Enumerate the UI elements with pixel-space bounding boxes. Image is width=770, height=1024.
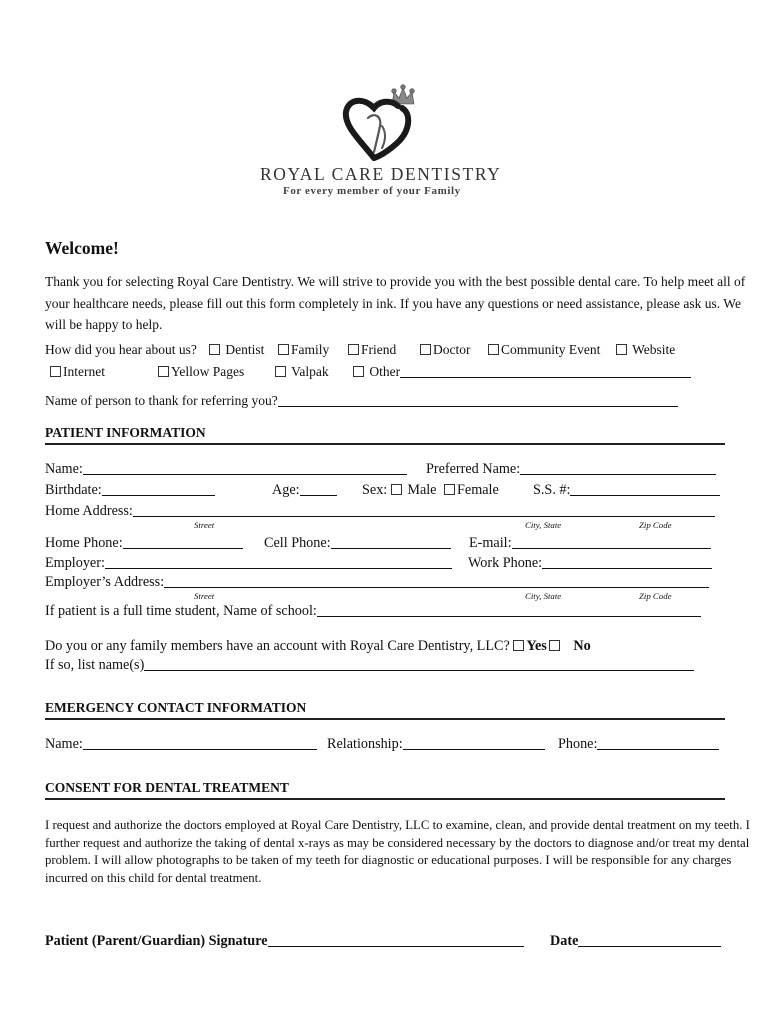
referral-question: How did you hear about us? <box>45 342 197 357</box>
employer-address-row: Employer’s Address: <box>45 574 709 591</box>
cell-phone-field[interactable] <box>331 535 451 549</box>
checkbox[interactable] <box>50 366 61 377</box>
referrer-label: Name of person to thank for referring you? <box>45 393 278 408</box>
option-valpak[interactable]: Valpak <box>275 364 329 380</box>
date-field[interactable] <box>578 933 721 947</box>
option-yellow-pages[interactable]: Yellow Pages <box>158 364 244 380</box>
emergency-phone-row: Phone: <box>558 736 719 753</box>
patient-name-row: Name: <box>45 461 407 478</box>
option-internet[interactable]: Internet <box>50 364 105 380</box>
ss-field[interactable] <box>570 482 720 496</box>
list-names-field[interactable] <box>144 657 694 671</box>
home-zip-caption: Zip Code <box>639 520 672 530</box>
home-phone-field[interactable] <box>123 535 243 549</box>
checkbox[interactable] <box>278 344 289 355</box>
employer-address-field[interactable] <box>164 574 709 588</box>
referral-row-1 <box>45 342 197 358</box>
checkbox[interactable] <box>348 344 359 355</box>
consent-heading: CONSENT FOR DENTAL TREATMENT <box>45 780 289 795</box>
brand-name: ROYAL CARE DENTISTRY <box>260 164 502 184</box>
account-row: Do you or any family members have an account with Royal Care Dentistry, LLC? Yes No <box>45 638 591 654</box>
school-row: If patient is a full time student, Name of school: <box>45 603 701 620</box>
employer-field[interactable] <box>105 555 452 569</box>
date-row: Date <box>550 933 721 950</box>
home-phone-row: Home Phone: <box>45 535 243 552</box>
checkbox[interactable] <box>275 366 286 377</box>
emergency-heading: EMERGENCY CONTACT INFORMATION <box>45 700 307 715</box>
divider <box>45 443 725 445</box>
relationship-row: Relationship: <box>327 736 545 753</box>
work-phone-row: Work Phone: <box>468 555 712 572</box>
home-address-field[interactable] <box>133 503 715 517</box>
checkbox[interactable] <box>353 366 364 377</box>
school-field[interactable] <box>317 603 701 617</box>
emergency-phone-field[interactable] <box>597 736 719 750</box>
home-street-caption: Street <box>194 520 215 530</box>
patient-heading: PATIENT INFORMATION <box>45 425 206 440</box>
employer-street-caption: Street <box>194 591 215 601</box>
option-other[interactable]: Other <box>353 364 691 380</box>
divider <box>45 718 725 720</box>
divider <box>45 798 725 800</box>
list-names-row: If so, list name(s) <box>45 657 694 674</box>
home-city-caption: City, State <box>525 520 562 530</box>
welcome-intro: Thank you for selecting Royal Care Dentistry. We will strive to provide you with the best possible dental care. To help meet all of your healthcare needs, please fill out this form completely in ink. If you have any questions or need assistance, please ask us. We will be happy to help. <box>45 274 746 332</box>
female-checkbox[interactable] <box>444 484 455 495</box>
relationship-field[interactable] <box>403 736 545 750</box>
birthdate-row: Birthdate: <box>45 482 215 499</box>
emergency-name-field[interactable] <box>83 736 317 750</box>
checkbox[interactable] <box>209 344 220 355</box>
signature-field[interactable] <box>268 933 524 947</box>
email-field[interactable] <box>512 535 711 549</box>
brand-tagline: For every member of your Family <box>283 185 461 197</box>
employer-row: Employer: <box>45 555 452 572</box>
option-website[interactable]: Website <box>616 342 675 358</box>
preferred-name-row: Preferred Name: <box>426 461 716 478</box>
checkbox[interactable] <box>420 344 431 355</box>
emergency-name-row: Name: <box>45 736 317 753</box>
male-checkbox[interactable] <box>391 484 402 495</box>
name-field[interactable] <box>83 461 407 475</box>
signature-row: Patient (Parent/Guardian) Signature <box>45 933 524 950</box>
email-row: E-mail: <box>469 535 711 552</box>
tooth-crown-icon <box>330 82 440 164</box>
cell-phone-row: Cell Phone: <box>264 535 451 552</box>
welcome-title: Welcome! <box>45 238 119 258</box>
option-dentist[interactable]: Dentist <box>209 342 264 358</box>
option-doctor[interactable]: Doctor <box>420 342 471 358</box>
option-community-event[interactable]: Community Event <box>488 342 600 358</box>
employer-zip-caption: Zip Code <box>639 591 672 601</box>
yes-checkbox[interactable] <box>513 640 524 651</box>
birthdate-field[interactable] <box>102 482 215 496</box>
home-address-row: Home Address: <box>45 503 715 520</box>
referrer-row <box>45 393 678 409</box>
checkbox[interactable] <box>488 344 499 355</box>
consent-text: I request and authorize the doctors employed at Royal Care Dentistry, LLC to examine, clean, and provide dental treatment on my teeth. I further request and authorize the taking of dental x-rays as may be considered necessary by the doctors to diagnose and/or treat my dental problem. I will allow photographs to be taken of my teeth for diagnostic or educational purposes. I will be responsible for any charges incurred on this child for dental treatment. <box>45 818 750 885</box>
age-row: Age: <box>272 482 337 499</box>
preferred-name-field[interactable] <box>520 461 716 475</box>
referrer-field[interactable] <box>278 393 678 407</box>
option-friend[interactable]: Friend <box>348 342 396 358</box>
checkbox[interactable] <box>616 344 627 355</box>
checkbox[interactable] <box>158 366 169 377</box>
work-phone-field[interactable] <box>542 555 712 569</box>
employer-city-caption: City, State <box>525 591 562 601</box>
option-family[interactable]: Family <box>278 342 329 358</box>
ss-row: S.S. #: <box>533 482 720 499</box>
no-checkbox[interactable] <box>549 640 560 651</box>
other-field[interactable] <box>400 364 691 378</box>
age-field[interactable] <box>300 482 337 496</box>
sex-row: Sex: Male Female <box>362 482 499 498</box>
